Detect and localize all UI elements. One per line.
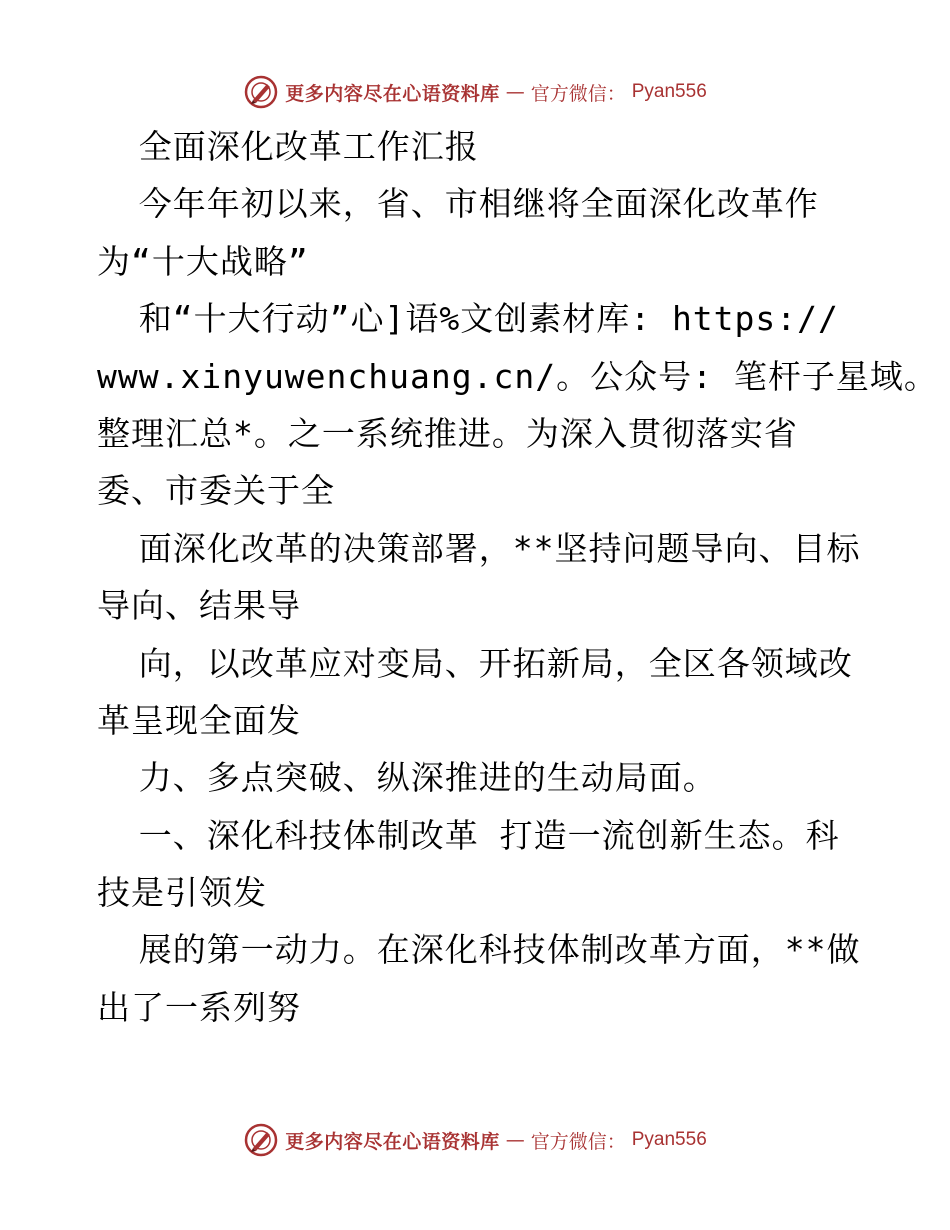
document-title: 全面深化改革工作汇报	[97, 127, 479, 166]
text-line: www.xinyuwenchuang.cn/。公众号: 笔杆子星域。	[97, 356, 938, 396]
pen-logo-icon	[243, 74, 279, 110]
text-line: 向，以改革应对变局、开拓新局，全区各领域改	[97, 643, 853, 683]
text-line: 今年年初以来，省、市相继将全面深化改革作	[97, 184, 819, 224]
text-line: 革呈现全面发	[97, 700, 301, 740]
text-line: 委、市委关于全	[97, 471, 335, 511]
text-line: 为“十大战略”	[97, 241, 309, 281]
header-wechat-label: 官方微信：	[530, 82, 626, 105]
text-line: 整理汇总*。之一系统推进。为深入贯彻落实省	[97, 413, 798, 453]
text-line: 力、多点突破、纵深推进的生动局面。	[97, 758, 717, 798]
text-line: 面深化改革的决策部署，**坚持问题导向、目标	[97, 528, 861, 568]
text-line: 展的第一动力。在深化科技体制改革方面，**做	[97, 930, 861, 970]
footer-wechat-label: 官方微信：	[530, 1130, 626, 1153]
document-body	[97, 118, 938, 1036]
text-line: 和“十大行动”心]语%文创素材库: https://	[97, 299, 839, 339]
footer-brand-text: 更多内容尽在心语资料库	[285, 1130, 500, 1153]
header-watermark	[0, 70, 950, 114]
footer-separator: —	[505, 1129, 525, 1151]
footer-watermark	[0, 1118, 950, 1162]
footer-wechat-id: Pyan556	[631, 1129, 707, 1150]
text-line: 技是引领发	[97, 873, 267, 913]
section-heading-line: 一、深化科技体制改革 打造一流创新生态。科	[97, 815, 840, 855]
header-separator: —	[505, 81, 525, 103]
header-wechat-id: Pyan556	[631, 81, 707, 102]
text-line: 出了一系列努	[97, 987, 301, 1027]
header-brand-text: 更多内容尽在心语资料库	[285, 82, 500, 105]
text-line: 导向、结果导	[97, 586, 301, 626]
pen-logo-icon	[243, 1122, 279, 1158]
